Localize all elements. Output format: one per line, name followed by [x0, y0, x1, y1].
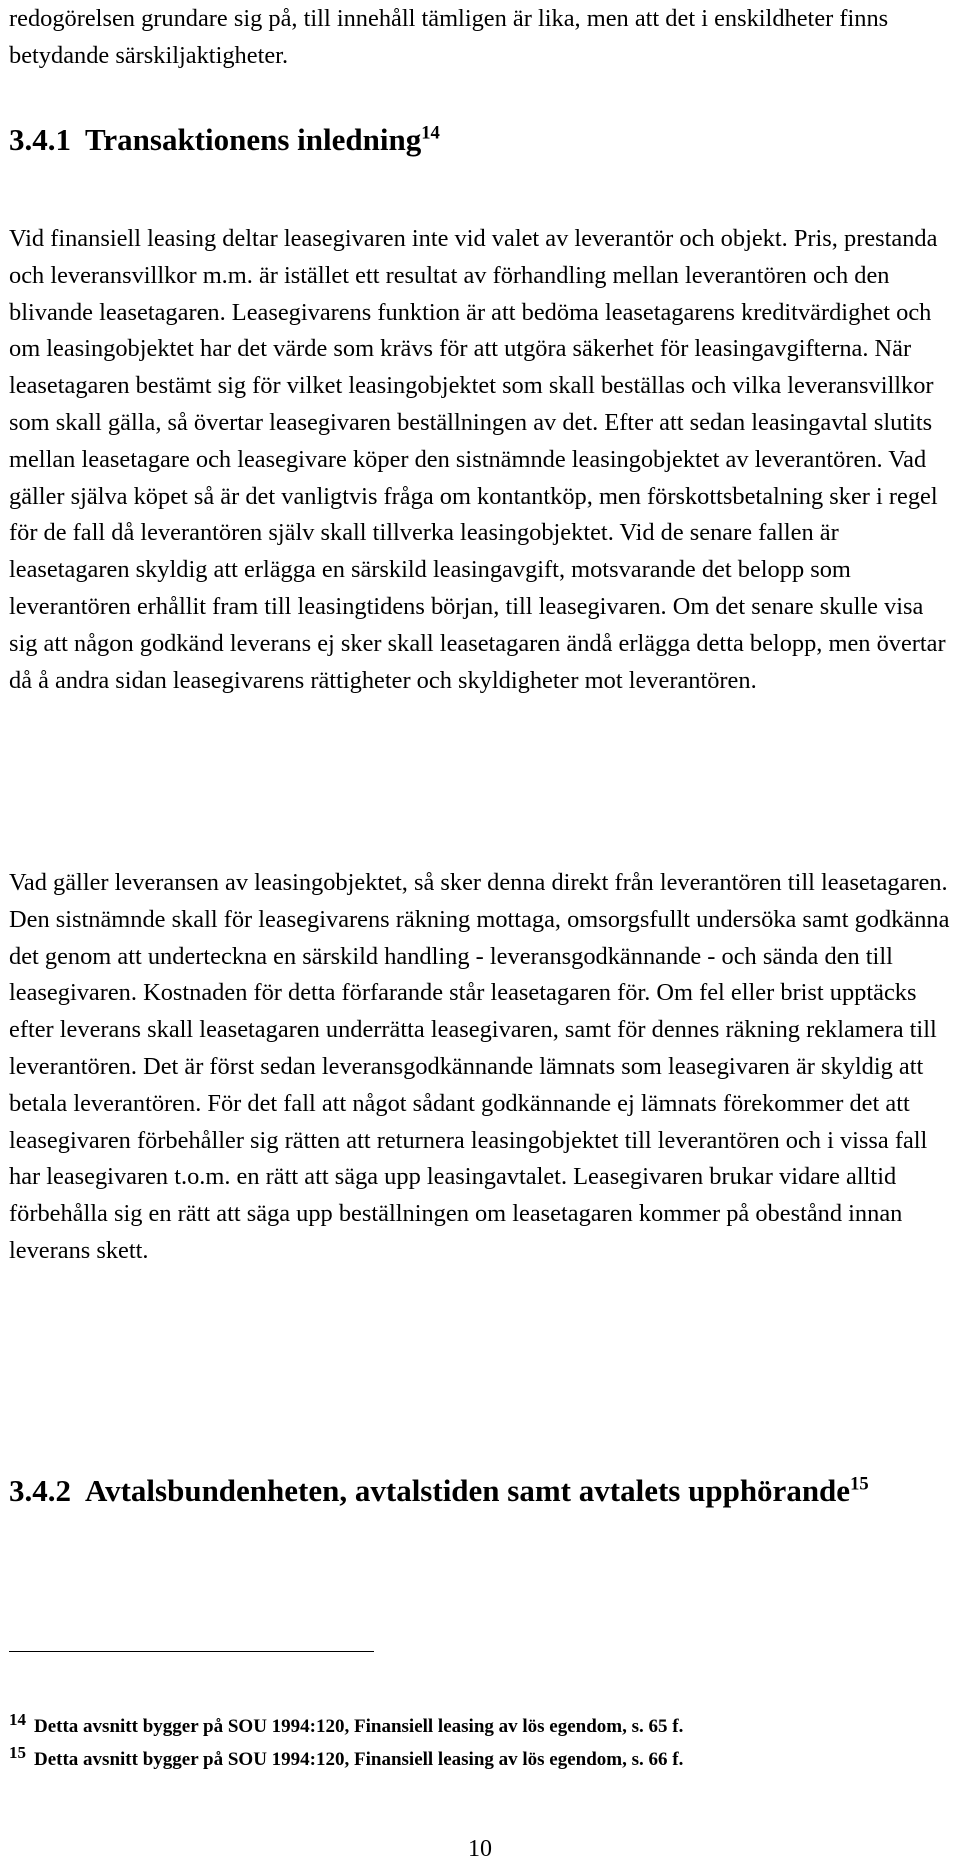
footnote-text: Detta avsnitt bygger på SOU 1994:120, Finansiell leasing av lös egendom, s. 65 f.	[34, 1716, 684, 1737]
intro-paragraph: redogörelsen grundare sig på, till innehåll tämligen är lika, men att det i enskildheter finns betydande särskiljaktigheter.	[9, 5, 889, 69]
footnote-text: Detta avsnitt bygger på SOU 1994:120, Finansiell leasing av lös egendom, s. 66 f.	[34, 1749, 684, 1770]
body-paragraph-2: Vad gäller leveransen av leasingobjektet, så sker denna direkt från leverantören till leasetagaren. Den sistnämnde skall för leasegivarens räkning mottaga, omsorgsfullt undersöka samt godkänna det genom att underteckna en särskild handling - leveransgodkännande - och sända den till leasegivaren. Kostnaden för detta förfarande står leasetagaren för. Om fel eller brist upptäcks efter leverans skall leasetagaren underrätta leasegivaren, samt för dennes räkning reklamera till leverantören. Det är först sedan leveransgodkännande lämnats som leasegivaren är skyldig att betala leverantören. För det fall att något sådant godkännande ej lämnats förekommer det att leasegivaren förbehåller sig rätten att returnera leasingobjektet till leverantören och i vissa fall har leasegivaren t.o.m. en rätt att säga upp leasingavtalet. Leasegivaren brukar vidare alltid förbehålla sig en rätt att säga upp beställningen om leasetagaren kommer på obestånd innan leverans skett.	[9, 869, 950, 1264]
section-number: 3.4.2	[9, 1473, 71, 1508]
footnote-15	[9, 1743, 684, 1773]
footnote-number: 15	[9, 1743, 26, 1762]
section-number: 3.4.1	[9, 122, 71, 157]
page-number: 10	[468, 1836, 492, 1862]
footnote-14	[9, 1710, 684, 1740]
section-title: Avtalsbundenheten, avtalstiden samt avtalets upphörande	[85, 1473, 851, 1508]
body-paragraph-1: Vid finansiell leasing deltar leasegivaren inte vid valet av leverantör och objekt. Pris, prestanda och leveransvillkor m.m. är istället ett resultat av förhandling mellan leverantören och den blivande leasetagaren. Leasegivarens funktion är att bedöma leasetagarens kreditvärdighet och om leasingobjektet har det värde som krävs för att utgöra säkerhet för leasingavgifterna. När leasetagaren bestämt sig för vilket leasingobjektet som skall beställas och vilka leveransvillkor som skall gälla, så övertar leasegivaren beställningen av det. Efter att sedan leasingavtal slutits mellan leasetagare och leasegivare köper den sistnämnde leasingobjektet av leverantören. Vad gäller själva köpet så är det vanligtvis fråga om kontantköp, men förskottsbetalning sker i regel för de fall då leverantören själv skall tillverka leasingobjektet. Vid de senare fallen är leasetagaren skyldig att erlägga en särskild leasingavgift, motsvarande det belopp som leverantören erhållit fram till leasingtidens början, till leasegivaren. Om det senare skulle visa sig att någon godkänd leverans ej sker skall leasetagaren ändå erlägga detta belopp, men övertar då å andra sidan leasegivarens rättigheter och skyldigheter mot leverantören.	[9, 225, 946, 694]
section-heading-3-4-2	[9, 1470, 909, 1512]
section-heading-3-4-1	[9, 118, 440, 162]
section-title: Transaktionens inledning	[85, 122, 422, 157]
footnote-number: 14	[9, 1710, 26, 1729]
footnote-ref-14: 14	[421, 122, 440, 144]
footnote-divider	[9, 1651, 374, 1652]
footnote-ref-15: 15	[850, 1473, 869, 1495]
